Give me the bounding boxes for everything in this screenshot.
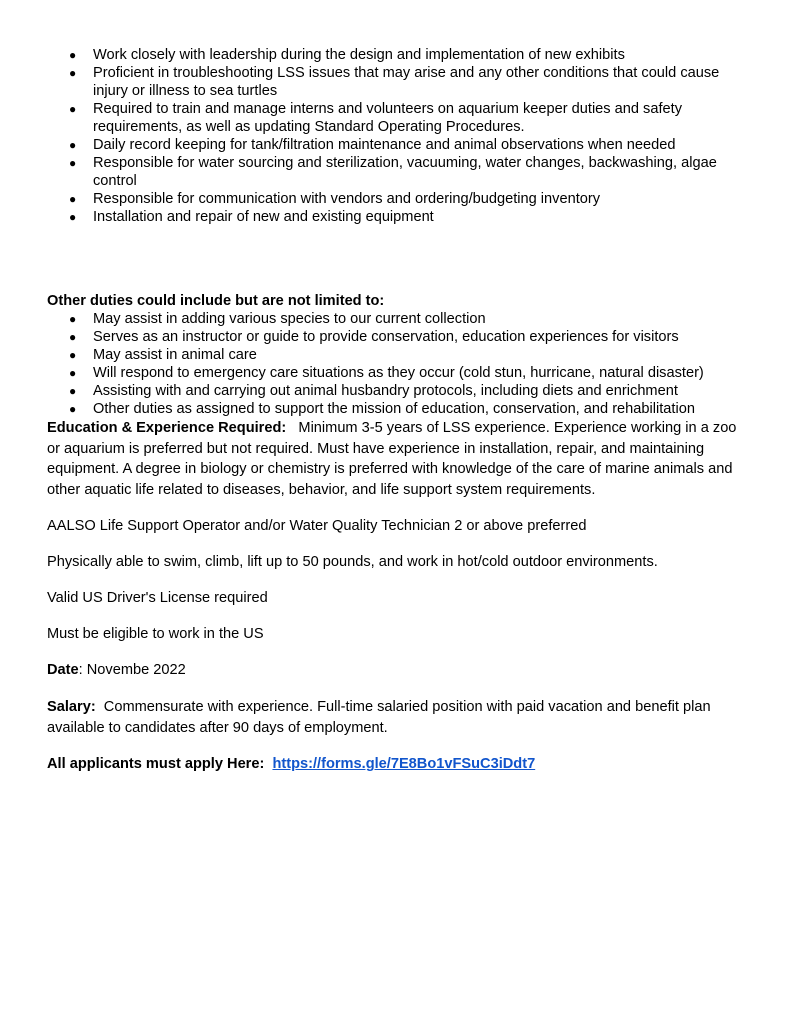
list-item: ● Will respond to emergency care situations as they occur (cold stun, hurricane, natural disaster): [47, 364, 747, 382]
section-spacer: [47, 226, 747, 292]
date-value: : Novembe 2022: [78, 662, 186, 678]
document-page: [47, 46, 747, 791]
list-item: ● Responsible for water sourcing and sterilization, vacuuming, water changes, backwashing, algae control: [47, 154, 747, 190]
list-item: ● Other duties as assigned to support the mission of education, conservation, and rehabilitation: [47, 400, 747, 418]
apply-line: [47, 755, 747, 773]
salary-label: Salary:: [47, 699, 96, 715]
list-item: ● May assist in adding various species to our current collection: [47, 310, 747, 328]
education-label: Education & Experience Required:: [47, 420, 287, 436]
requirement-license: Valid US Driver's License required: [47, 590, 268, 606]
list-item: ● Responsible for communication with vendors and ordering/budgeting inventory: [47, 190, 747, 208]
other-duties-heading: Other duties could include but are not limited to:: [47, 293, 385, 309]
date-line: [47, 661, 747, 679]
list-item: ● Proficient in troubleshooting LSS issues that may arise and any other conditions that could cause injury or illness to sea turtles: [47, 64, 747, 100]
list-item: ● Work closely with leadership during the design and implementation of new exhibits: [47, 46, 747, 64]
salary-paragraph: [47, 697, 747, 738]
education-text: Minimum 3-5 years of LSS experience. Experience working in a zoo or aquarium is preferred but not required. Must have experience in installation, repair, and maintaining equipment. A degree in biology or chemistry is preferred with knowledge of the care of marine animals and other aquatic life related to diseases, behavior, and life support system requirements.: [47, 420, 737, 498]
list-item: ● Serves as an instructor or guide to provide conservation, education experiences for visitors: [47, 328, 747, 346]
apply-label: All applicants must apply Here:: [47, 756, 265, 772]
date-label: Date: [47, 662, 79, 678]
list-item: ● Daily record keeping for tank/filtration maintenance and animal observations when needed: [47, 136, 747, 154]
salary-text: Commensurate with experience. Full-time salaried position with paid vacation and benefit plan available to candidates after 90 days of employment.: [47, 699, 711, 736]
list-item: ● Installation and repair of new and existing equipment: [47, 208, 747, 226]
list-item: ● Required to train and manage interns and volunteers on aquarium keeper duties and safety requirements, as well as updating Standard Operating Procedures.: [47, 100, 747, 136]
requirement-physical: Physically able to swim, climb, lift up to 50 pounds, and work in hot/cold outdoor environments.: [47, 554, 658, 570]
list-item: ● Assisting with and carrying out animal husbandry protocols, including diets and enrichment: [47, 382, 747, 400]
requirement-eligibility: Must be eligible to work in the US: [47, 626, 264, 642]
requirement-certification: AALSO Life Support Operator and/or Water Quality Technician 2 or above preferred: [47, 518, 587, 534]
list-item: ● May assist in animal care: [47, 346, 747, 364]
education-paragraph: [47, 418, 747, 500]
duties-list: [47, 46, 747, 226]
other-duties-list: [47, 310, 747, 418]
apply-link[interactable]: https://forms.gle/7E8Bo1vFSuC3iDdt7: [272, 756, 536, 772]
